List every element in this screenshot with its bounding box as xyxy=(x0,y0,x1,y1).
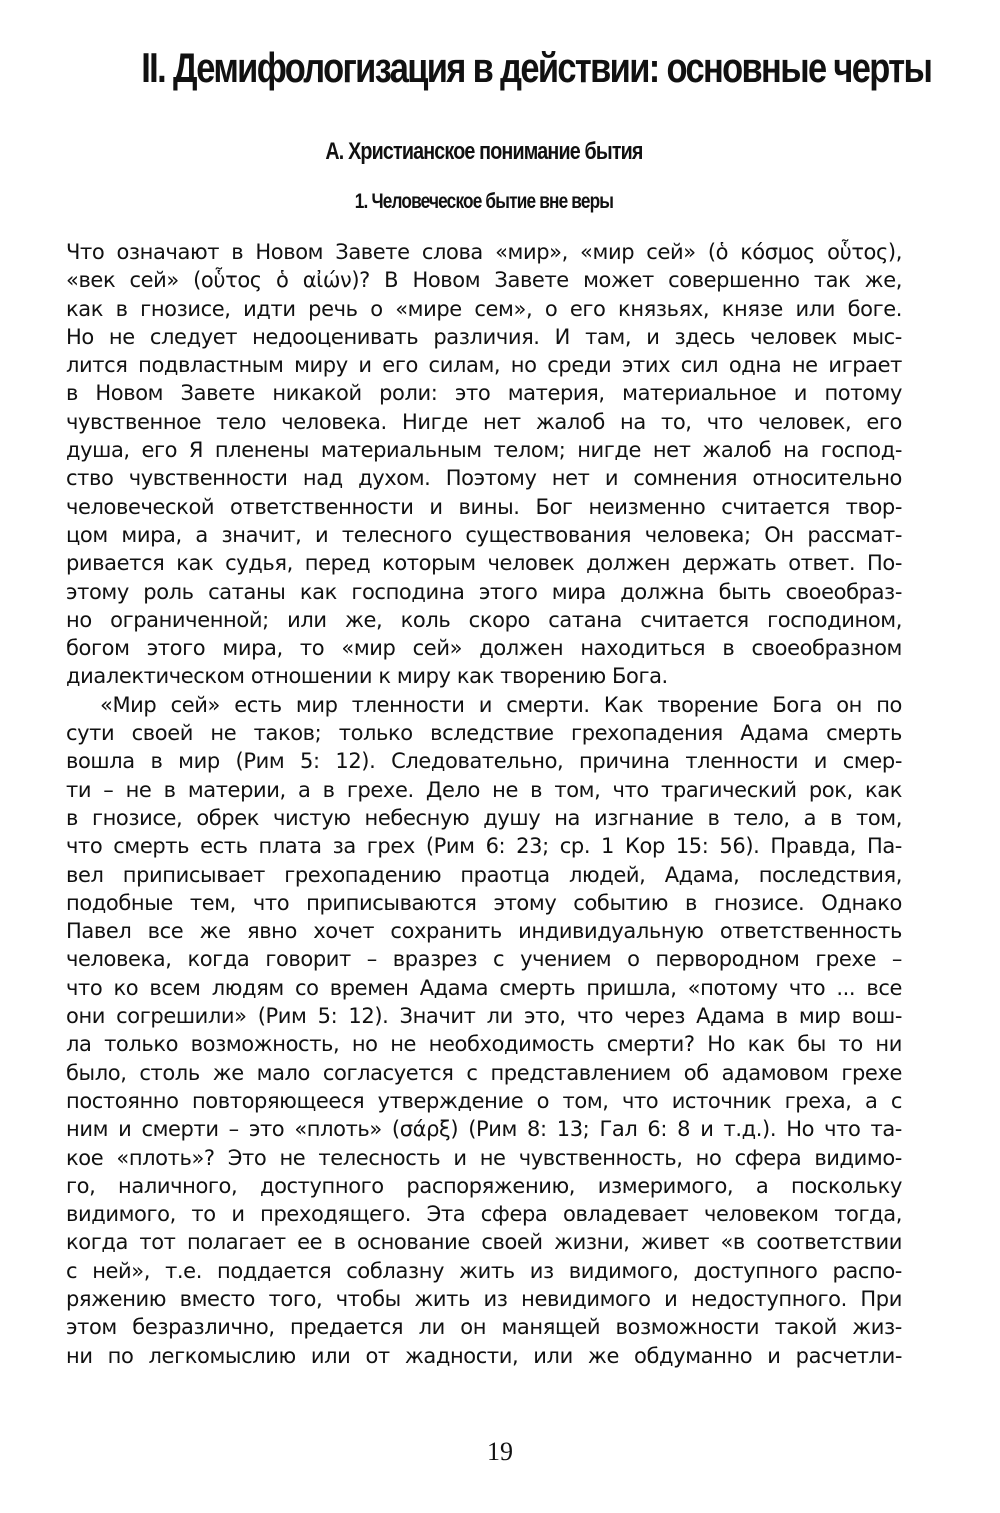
text-line: видимого, то и преходящего. Эта сфера овладевает человеком тогда, xyxy=(66,1202,902,1227)
text-line: кое «плоть»? Это не телесность и не чувственность, но сфера видимо- xyxy=(66,1145,902,1170)
text-line: ство чувственности над духом. Поэтому нет и сомнения относительно xyxy=(66,466,902,491)
text-line: Но не следует недооценивать различия. И там, и здесь человек мыс- xyxy=(66,324,902,349)
body-text xyxy=(66,238,902,1370)
page-number: 19 xyxy=(487,1437,513,1466)
text-line: душа, его Я пленены материальным телом; нигде нет жалоб на господ- xyxy=(66,438,902,463)
text-line: го, наличного, доступного распоряжению, измеримого, а поскольку xyxy=(66,1173,902,1198)
text-line: чувственное тело человека. Нигде нет жалоб на то, что человек, его xyxy=(66,409,902,434)
text-line: «Мир сей» есть мир тленности и смерти. Как творение Бога он по xyxy=(100,692,902,717)
text-line: они согрешили» (Рим 5: 12). Значит ли это, что через Адама в мир вош- xyxy=(66,1004,902,1029)
text-line: ним и смерти – это «плоть» (σάρξ) (Рим 8: 13; Гал 6: 8 и т.д.). Но что та- xyxy=(66,1117,902,1142)
text-line: ти – не в материи, а в грехе. Дело не в том, что трагический рок, как xyxy=(66,777,902,802)
text-line: ни по легкомыслию или от жадности, или же обдуманно и расчетли- xyxy=(66,1343,902,1368)
text-line: постоянно повторяющееся утверждение о том, что источник греха, а с xyxy=(66,1088,902,1113)
text-line: ривается как судья, перед которым человек должен держать ответ. По- xyxy=(66,551,902,576)
text-line: вошла в мир (Рим 5: 12). Следовательно, причина тленности и смер- xyxy=(66,749,902,774)
text-line: сути своей не таков; только вследствие грехопадения Адама смерть xyxy=(66,721,902,746)
text-line: Что означают в Новом Завете слова «мир», «мир сей» (ὁ κόσμος οὗτος), xyxy=(66,240,902,264)
text-line: с ней», т.е. поддается соблазну жить из видимого, доступного распо- xyxy=(66,1258,902,1283)
text-line: что ко всем людям со времен Адама смерть пришла, «потому что ... все xyxy=(66,975,902,1000)
text-line: в гнозисе, обрек чистую небесную душу на изгнание в тело, а в том, xyxy=(66,805,902,830)
text-line: диалектическом отношении к миру как творению Бога. xyxy=(66,664,668,689)
text-line: цом мира, а значит, и телесного существования человека; Он рассмат- xyxy=(66,522,902,547)
text-line: человека, когда говорит – вразрез с учением о первородном грехе – xyxy=(66,947,902,972)
text-line: богом этого мира, то «мир сей» должен находиться в своеобразном xyxy=(66,636,902,661)
text-line: ла только возможность, но не необходимость смерти? Но как бы то ни xyxy=(66,1032,902,1057)
text-line: было, столь же мало согласуется с представлением об адамовом грехе xyxy=(66,1060,902,1085)
text-line: но ограниченной; или же, коль скоро сатана считается господином, xyxy=(66,607,902,632)
text-line: подобные тем, что приписываются этому событию в гнозисе. Однако xyxy=(66,890,902,915)
text-line: этом безразлично, предается ли он манящей возможности такой жиз- xyxy=(66,1315,902,1340)
text-line: что смерть есть плата за грех (Рим 6: 23; ср. 1 Кор 15: 56). Правда, Па- xyxy=(66,834,902,859)
text-line: когда тот полагает ее в основание своей жизни, живет «в соответствии xyxy=(66,1230,902,1255)
section-title: А. Христианское понимание бытия xyxy=(325,138,643,165)
text-line: лится подвластным миру и его силам, но среди этих сил одна не играет xyxy=(66,353,902,378)
text-line: в Новом Завете никакой роли: это материя, материальное и потому xyxy=(66,381,902,406)
chapter-title: II. Демифологизация в действии: основные черты xyxy=(141,44,932,91)
text-line: как в гнозисе, идти речь о «мире сем», о его князьях, князе или боге. xyxy=(66,296,902,321)
text-line: вел приписывает грехопадению праотца людей, Адама, последствия, xyxy=(66,862,902,887)
text-line: этому роль сатаны как господина этого мира должна быть своеобраз- xyxy=(66,579,902,604)
text-line: «век сей» (οὗτος ὁ αἰών)? В Новом Завете может совершенно так же, xyxy=(66,268,902,293)
text-line: Павел все же явно хочет сохранить индивидуальную ответственность xyxy=(66,919,902,944)
text-line: ряжению вместо того, чтобы жить из невидимого и недоступного. При xyxy=(66,1286,902,1311)
text-line: человеческой ответственности и вины. Бог неизменно считается твор- xyxy=(66,494,902,519)
subsection-title: 1. Человеческое бытие вне веры xyxy=(354,190,614,213)
paragraph xyxy=(66,238,902,691)
page-content xyxy=(66,40,932,1370)
paragraph xyxy=(66,691,902,1370)
